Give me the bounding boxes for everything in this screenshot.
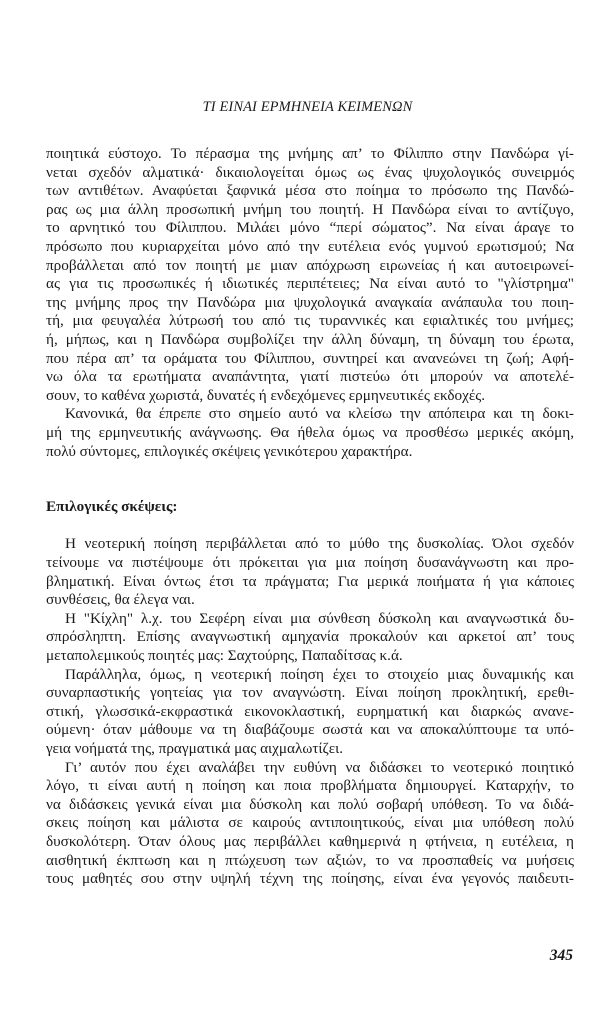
text-line: πρόσωπο που κυριαρχείται μόνο από την ευτέλεια ενός γυμνού ερωτισμού; Να <box>46 237 574 255</box>
text-line: βληματική. Είναι όντως έτσι τα πράγματα; Για μερικά ποιήματα ή για κάποιες <box>46 572 574 590</box>
text-line: Η "Κίχλη" λ.χ. του Σεφέρη είναι μια σύνθεση δύσκολη και αναγνωστικά δυ- <box>65 609 574 627</box>
body-text <box>46 145 574 889</box>
text-line: Η νεοτερική ποίηση περιβάλλεται από το μύθο της δυσκολίας. Όλοι σχεδόν <box>65 535 574 553</box>
text-line: των αντιθέτων. Αναφύεται ξαφνικά μέσα στο ποίημα το πρόσωπο της Πανδώ- <box>46 182 574 200</box>
text-line: συναρπαστικής γοητείας για τον αναγνώστη. Είναι ποίηση προκλητική, ερεθι- <box>46 684 574 702</box>
text-line: προβάλλεται από τον ποιητή με μιαν απόχρωση ειρωνείας ή και αυτοειρωνεί- <box>46 256 574 274</box>
paragraphs-after-heading <box>46 535 574 888</box>
text-line: να διδάσκεις γενικά είναι μια δύσκολη και πολύ σοβαρή υπόθεση. Το να διδά- <box>46 795 574 813</box>
spacer <box>46 461 574 480</box>
paragraph <box>46 666 574 759</box>
text-line: σπρόσληπτη. Επίσης αναγνωστική αμηχανία προκαλούν και αρκετοί απ’ τους <box>46 628 574 646</box>
text-line: τείνουμε να πιστέψουμε ότι πρόκειται για μια ποίηση δυσανάγνωστη και προ- <box>46 554 574 572</box>
text-line: ή, μήπως, και η Πανδώρα συμβολίζει την άλλη δύναμη, τη δύναμη του έρωτα, <box>46 330 574 348</box>
paragraphs-before-heading <box>46 145 574 461</box>
paragraph <box>46 405 574 461</box>
section-heading: Επιλογικές σκέψεις: <box>46 498 178 516</box>
text-line: νεται σχεδόν αλματικά· δικαιολογείται όμως ως ένας ψυχολογικός συνειρμός <box>46 163 574 181</box>
text-line: σουν, το καθένα χωριστά, δυνατές ή ενδεχόμενες ερμηνευτικές εκδοχές. <box>46 386 486 404</box>
paragraph <box>46 535 574 609</box>
running-head: ΤΙ ΕΙΝΑΙ ΕΡΜΗΝΕΙΑ ΚΕΙΜΕΝΩΝ <box>202 99 413 115</box>
text-line: της μνήμης προς την Πανδώρα μια ψυχολογικά αναγκαία ανάπαυλα του ποιη- <box>46 293 574 311</box>
text-line: Παράλληλα, όμως, η νεοτερική ποίηση έχει το στοιχείο μιας δυναμικής και <box>65 665 574 683</box>
text-line: Γι’ αυτόν που έχει αναλάβει την ευθύνη να διδάσκει το νεοτερικό ποιητικό <box>65 758 574 776</box>
paragraph <box>46 145 574 405</box>
text-line: τους μαθητές σου στην υψηλή τέχνη της ποίησης, είναι ένα γεγονός παιδευτι- <box>46 870 574 888</box>
spacer <box>46 517 574 536</box>
text-line: αισθητική έκπτωση και η πτώχευση των αξιών, το να προσπαθείς να μυήσεις <box>46 851 574 869</box>
text-line: λόγο, τι είναι αυτή η ποίηση και ποια προβλήματα δημιουργεί. Καταρχήν, το <box>46 777 574 795</box>
text-line: μεταπολεμικούς ποιητές μας: Σαχτούρης, Παπαδίτσας κ.ά. <box>46 647 403 665</box>
paragraph <box>46 759 574 889</box>
text-line: ποιητικά εύστοχο. Το πέρασμα της μνήμης απ’ το Φίλιππο στην Πανδώρα γί- <box>46 145 574 162</box>
spacer <box>46 480 574 499</box>
text-line: μή της ερμηνευτικής ανάγνωσης. Θα ήθελα όμως να προσθέσω μερικές ακόμη, <box>46 423 574 441</box>
text-line: δυσκολότερη. Όταν όλους μας περιβάλλει καθημερινά η φτήνεια, η ευτέλεια, η <box>46 832 574 850</box>
text-line: στική, γλωσσικά-εκφραστικά εικονοκλαστική, ευρηματική και διαρκώς ανανε- <box>46 702 574 720</box>
page-number: 345 <box>549 947 573 964</box>
text-line: νω όλα τα ερωτήματα αναπάντητα, γιατί πιστεύω ότι μπορούν να αποτελέ- <box>46 368 574 386</box>
paragraph <box>46 610 574 666</box>
text-line: ας για τις προσωπικές ή ιδιωτικές περιπέτειες; Να είναι αυτό το "γλίστρημα" <box>46 275 574 293</box>
text-line: που πέρα απ’ τα οράματα του Φίλιππου, συντηρεί και ανανεώνει τη ζωή; Αφή- <box>46 349 574 367</box>
text-line: πολύ σύντομες, επιλογικές σκέψεις γενικότερου χαρακτήρα. <box>46 442 413 460</box>
text-line: σκεις ποίηση και μάλιστα σε καιρούς αντιποιητικούς, είναι μια υπόθεση πολύ <box>46 814 574 832</box>
text-line: το αρνητικό του Φίλιππου. Μιλάει μόνο “περί σώματος”. Να είναι άραγε το <box>46 219 574 237</box>
text-line: Κανονικά, θα έπρεπε στο σημείο αυτό να κλείσω την απόπειρα και τη δοκι- <box>65 405 574 423</box>
text-line: γεια νοήματά της, πραγματικά μας αιχμαλωτίζει. <box>46 740 344 757</box>
text-line: ούμενη· όταν μάθουμε να τη διαβάζουμε σωστά και να αποκαλύπτουμε τα υπό- <box>46 721 574 739</box>
text-line: ρας ως μια άλλη προσωπική μνήμη του ποιητή. Η Πανδώρα είναι το αντίζυγο, <box>46 200 574 218</box>
text-line: τή, μια φευγαλέα λύτρωσή του από τις τυραννικές και εφιαλτικές του μνήμες; <box>46 312 574 330</box>
text-line: συνθέσεις, θα έλεγα ναι. <box>46 591 195 609</box>
